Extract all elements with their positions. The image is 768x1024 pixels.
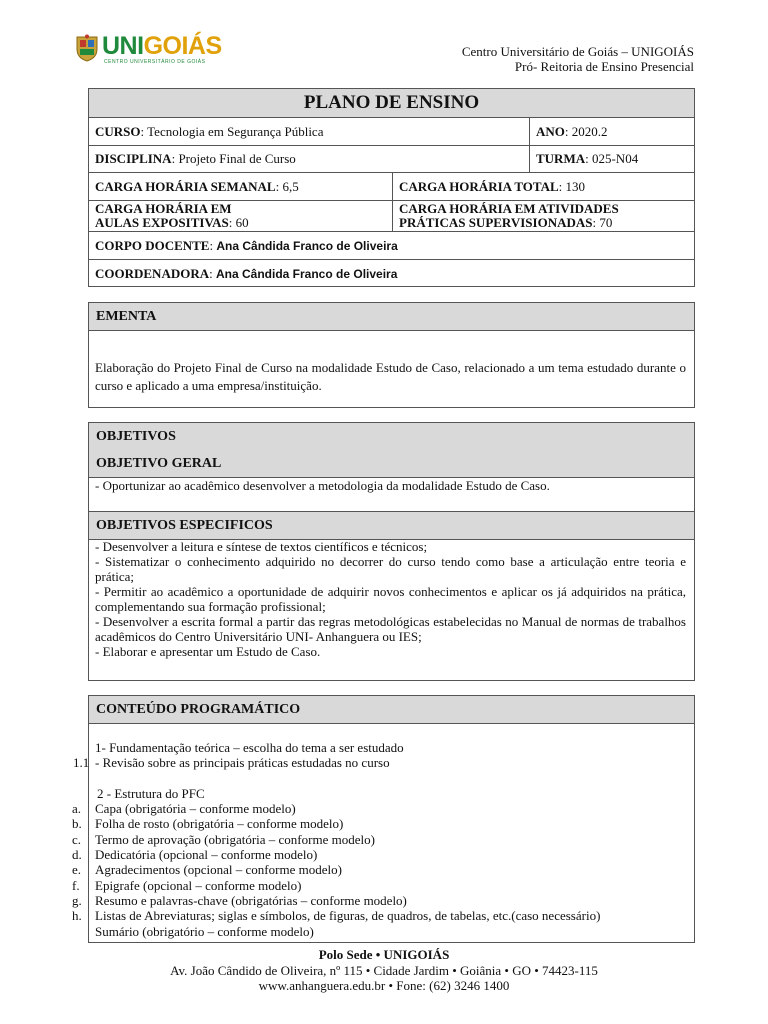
docente-name: Ana Cândida Franco de Oliveira <box>216 238 398 253</box>
objetivo-geral-text: - Oportunizar ao acadêmico desenvolver a metodologia da modalidade Estudo de Caso. <box>95 478 550 493</box>
list-item: Sumário (obrigatório – conforme modelo) <box>95 923 314 939</box>
conteudo-list <box>72 740 695 939</box>
unigoias-logo <box>74 32 222 68</box>
row-coordenadora: COORDENADORA: Ana Cândida Franco de Oliveira <box>89 259 694 287</box>
list-item: g. Resumo e palavras-chave (obrigatórias – conforme modelo) <box>72 892 407 908</box>
list-item: 1.1 - Revisão sobre as principais práticas estudadas no curso <box>73 755 390 771</box>
objetivos-especificos-title: OBJETIVOS ESPECIFICOS <box>89 511 694 540</box>
row-disciplina: DISCIPLINA: Projeto Final de Curso TURMA: 025-N04 <box>89 145 694 172</box>
page-footer <box>0 947 768 994</box>
plan-title: PLANO DE ENSINO <box>89 89 694 117</box>
logo-wordmark: UNIGOIÁS <box>102 32 222 60</box>
footer-address: Av. João Cândido de Oliveira, nº 115 • Cidade Jardim • Goiânia • GO • 74423-115 <box>170 962 598 978</box>
list-item: - Elaborar e apresentar um Estudo de Caso. <box>95 644 321 659</box>
objetivos-title: OBJETIVOS <box>89 423 694 451</box>
institution-header <box>462 44 694 74</box>
footer-polo: Polo Sede • UNIGOIÁS <box>318 947 450 962</box>
ementa-text: Elaboração do Projeto Final de Curso na modalidade Estudo de Caso, relacionado a um tema estudado durante o curso e aplicado a uma empresa/instituição. <box>95 360 686 393</box>
row-carga-aulas: CARGA HORÁRIA EM AULAS EXPOSITIVAS: 60 CARGA HORÁRIA EM ATIVIDADES PRÁTICAS SUPERVISIONADAS: 70 <box>89 200 694 231</box>
list-item: a. Capa (obrigatória – conforme modelo) <box>72 801 296 817</box>
row-carga-semanal: CARGA HORÁRIA SEMANAL: 6,5 CARGA HORÁRIA TOTAL: 130 <box>89 172 694 200</box>
list-item: - Sistematizar o conhecimento adquirido no decorrer do curso tendo como base a articulação entre teoria e prática; <box>95 554 686 584</box>
ementa-section <box>88 302 695 408</box>
objetivos-section <box>88 422 695 681</box>
list-item: h. Listas de Abreviaturas; siglas e símbolos, de figuras, de quadros, de tabelas, etc.(caso necessário) <box>72 908 601 924</box>
institution-name: Centro Universitário de Goiás – UNIGOIÁS <box>461 44 694 59</box>
logo-subtitle: CENTRO UNIVERSITÁRIO DE GOIÁS <box>104 59 206 65</box>
conteudo-title: CONTEÚDO PROGRAMÁTICO <box>89 696 694 724</box>
list-item: c. Termo de aprovação (obrigatória – conforme modelo) <box>72 831 375 847</box>
list-item: - Desenvolver a leitura e síntese de textos científicos e técnicos; <box>95 539 428 554</box>
list-item: d. Dedicatória (opcional – conforme modelo) <box>72 847 318 863</box>
list-item: 2 - Estrutura do PFC <box>97 785 205 801</box>
list-item: f. Epigrafe (opcional – conforme modelo) <box>72 877 302 893</box>
list-item: 1- Fundamentação teórica – escolha do tema a ser estudado <box>95 740 404 755</box>
row-corpo-docente: CORPO DOCENTE: Ana Cândida Franco de Oliveira <box>89 231 694 259</box>
list-item: - Desenvolver a escrita formal a partir das regras metodológicas estabelecidas no Manual de normas de trabalhos acadêmicos do Centro Universitário UNI- Anhanguera ou IES; <box>95 614 686 644</box>
list-item: b. Folha de rosto (obrigatória – conforme modelo) <box>72 816 344 832</box>
list-item: - Permitir ao acadêmico a oportunidade de adquirir novos conhecimentos e aplicar os já adquiridos na prática, complementando sua formação profissional; <box>95 584 686 614</box>
coordenadora-name: Ana Cândida Franco de Oliveira <box>216 266 398 281</box>
crest-icon <box>74 34 100 62</box>
objetivo-geral-title: OBJETIVO GERAL <box>89 450 694 478</box>
list-item: e. Agradecimentos (opcional – conforme modelo) <box>72 862 342 878</box>
footer-contact: www.anhanguera.edu.br • Fone: (62) 3246 1400 <box>258 978 510 993</box>
plan-table <box>88 88 695 287</box>
pro-reitoria: Pró- Reitoria de Ensino Presencial <box>514 59 694 74</box>
row-curso: CURSO: Tecnologia em Segurança Pública ANO: 2020.2 <box>89 117 694 145</box>
objetivos-especificos-list <box>95 539 686 659</box>
ementa-title: EMENTA <box>89 303 694 331</box>
